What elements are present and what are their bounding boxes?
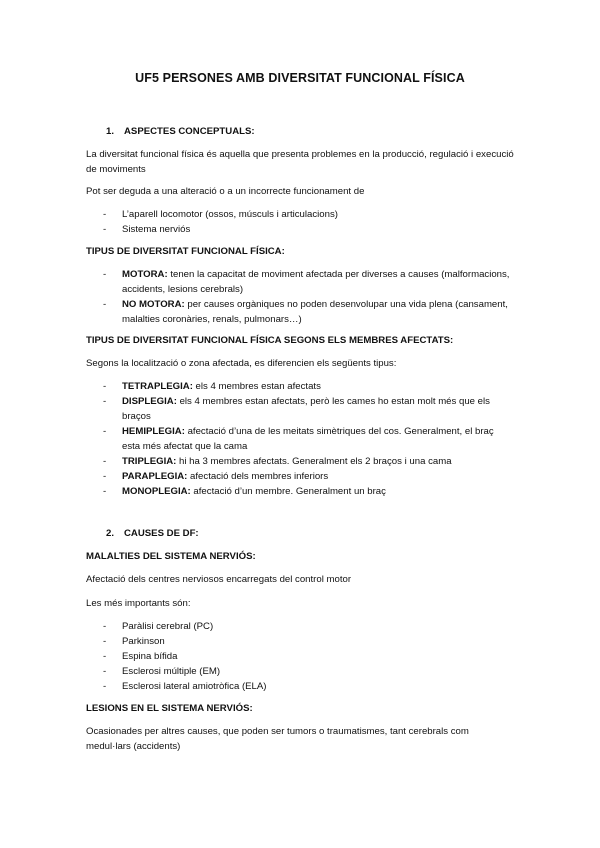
list-dash: - bbox=[103, 396, 107, 407]
list-dash: - bbox=[103, 299, 107, 310]
list-item bbox=[103, 222, 513, 237]
list-item bbox=[103, 679, 513, 694]
list-item bbox=[103, 297, 513, 327]
term-hemiplegia: HEMIPLEGIA: bbox=[122, 426, 185, 437]
list-dash: - bbox=[103, 666, 107, 677]
list-dash: - bbox=[103, 209, 107, 220]
term-triplegia: TRIPLEGIA: bbox=[122, 456, 177, 467]
term-displegia-text: els 4 membres estan afectats, però les cames ho estan molt més que els braços bbox=[122, 396, 490, 422]
paragraph-lesions: Ocasionades per altres causes, que poden ser tumors o traumatismes, tant cerebrals com medul·lars (accidents) bbox=[86, 726, 469, 752]
term-paraplegia: PARAPLEGIA: bbox=[122, 471, 188, 482]
list-item bbox=[103, 454, 513, 469]
term-tetraplegia: TETRAPLEGIA: bbox=[122, 381, 193, 392]
section-1-number: 1. bbox=[106, 126, 115, 137]
term-monoplegia-text: afectació d’un membre. Generalment un braç bbox=[190, 486, 386, 497]
term-hemiplegia-text: afectació d’una de les meitats simètriques del cos. Generalment, el braç esta més afectat que la cama bbox=[122, 426, 494, 452]
paragraph-most-important: Les més importants són: bbox=[86, 598, 191, 609]
list-item-text: Esclerosi múltiple (EM) bbox=[122, 666, 221, 677]
list-item bbox=[103, 394, 513, 424]
list-item-text: Sistema nerviós bbox=[122, 224, 191, 235]
list-item bbox=[103, 267, 513, 297]
list-item bbox=[103, 207, 513, 222]
list-item bbox=[103, 634, 513, 649]
section-2-heading: CAUSES DE DF: bbox=[124, 528, 199, 539]
list-item-text: Paràlisi cerebral (PC) bbox=[122, 621, 214, 632]
list-dash: - bbox=[103, 426, 107, 437]
paragraph-definition: La diversitat funcional física és aquella que presenta problemes en la producció, regulació i execució de moviments bbox=[86, 149, 514, 175]
paragraph-nervous-centers: Afectació dels centres nerviosos encarregats del control motor bbox=[86, 574, 352, 585]
list-item-text bbox=[122, 297, 513, 327]
list-item bbox=[103, 664, 513, 679]
term-motora-text: tenen la capacitat de moviment afectada per diverses a causes (malformacions, accidents, lesions cerebrals) bbox=[122, 269, 510, 295]
list-item-text bbox=[122, 484, 513, 499]
document-title: UF5 PERSONES AMB DIVERSITAT FUNCIONAL FÍSICA bbox=[135, 71, 465, 85]
list-item bbox=[103, 484, 513, 499]
term-motora: MOTORA: bbox=[122, 269, 168, 280]
list-dash: - bbox=[103, 224, 107, 235]
list-item-text bbox=[122, 424, 513, 454]
list-item-text: Esclerosi lateral amiotròfica (ELA) bbox=[122, 681, 267, 692]
list-dash: - bbox=[103, 681, 107, 692]
term-tetraplegia-text: els 4 membres estan afectats bbox=[192, 381, 321, 392]
list-dash: - bbox=[103, 651, 107, 662]
list-item-text: Parkinson bbox=[122, 636, 165, 647]
list-dash: - bbox=[103, 636, 107, 647]
paragraph-localization: Segons la localització o zona afectada, es diferencien els següents tipus: bbox=[86, 358, 397, 369]
list-dash: - bbox=[103, 269, 107, 280]
list-item-text bbox=[122, 379, 513, 394]
subheading-diseases: MALALTIES DEL SISTEMA NERVIÓS: bbox=[86, 551, 256, 562]
term-no-motora: NO MOTORA: bbox=[122, 299, 185, 310]
list-item bbox=[103, 619, 513, 634]
term-no-motora-text: per causes orgàniques no poden desenvolupar una vida plena (cansament, malalties coronàries, renals, pulmonars…) bbox=[122, 299, 508, 325]
list-item-text bbox=[122, 469, 513, 484]
list-dash: - bbox=[103, 486, 107, 497]
subheading-types: TIPUS DE DIVERSITAT FUNCIONAL FÍSICA: bbox=[86, 246, 285, 257]
section-1-heading: ASPECTES CONCEPTUALS: bbox=[124, 126, 255, 137]
list-item-text bbox=[122, 267, 513, 297]
list-item bbox=[103, 424, 513, 454]
section-2-number: 2. bbox=[106, 528, 115, 539]
list-item-text bbox=[122, 454, 513, 469]
list-item-text: L’aparell locomotor (ossos, músculs i articulacions) bbox=[122, 209, 338, 220]
term-displegia: DISPLEGIA: bbox=[122, 396, 177, 407]
term-monoplegia: MONOPLEGIA: bbox=[122, 486, 191, 497]
list-dash: - bbox=[103, 456, 107, 467]
list-item bbox=[103, 649, 513, 664]
paragraph-causes-intro: Pot ser deguda a una alteració o a un incorrecte funcionament de bbox=[86, 186, 365, 197]
subheading-members: TIPUS DE DIVERSITAT FUNCIONAL FÍSICA SEGONS ELS MEMBRES AFECTATS: bbox=[86, 335, 454, 346]
list-item bbox=[103, 469, 513, 484]
list-dash: - bbox=[103, 621, 107, 632]
term-paraplegia-text: afectació dels membres inferiors bbox=[187, 471, 329, 482]
term-triplegia-text: hi ha 3 membres afectats. Generalment els 2 braços i una cama bbox=[176, 456, 452, 467]
list-item-text: Espina bífida bbox=[122, 651, 178, 662]
list-dash: - bbox=[103, 471, 107, 482]
list-item bbox=[103, 379, 513, 394]
list-item-text bbox=[122, 394, 513, 424]
list-dash: - bbox=[103, 381, 107, 392]
subheading-lesions: LESIONS EN EL SISTEMA NERVIÓS: bbox=[86, 703, 253, 714]
